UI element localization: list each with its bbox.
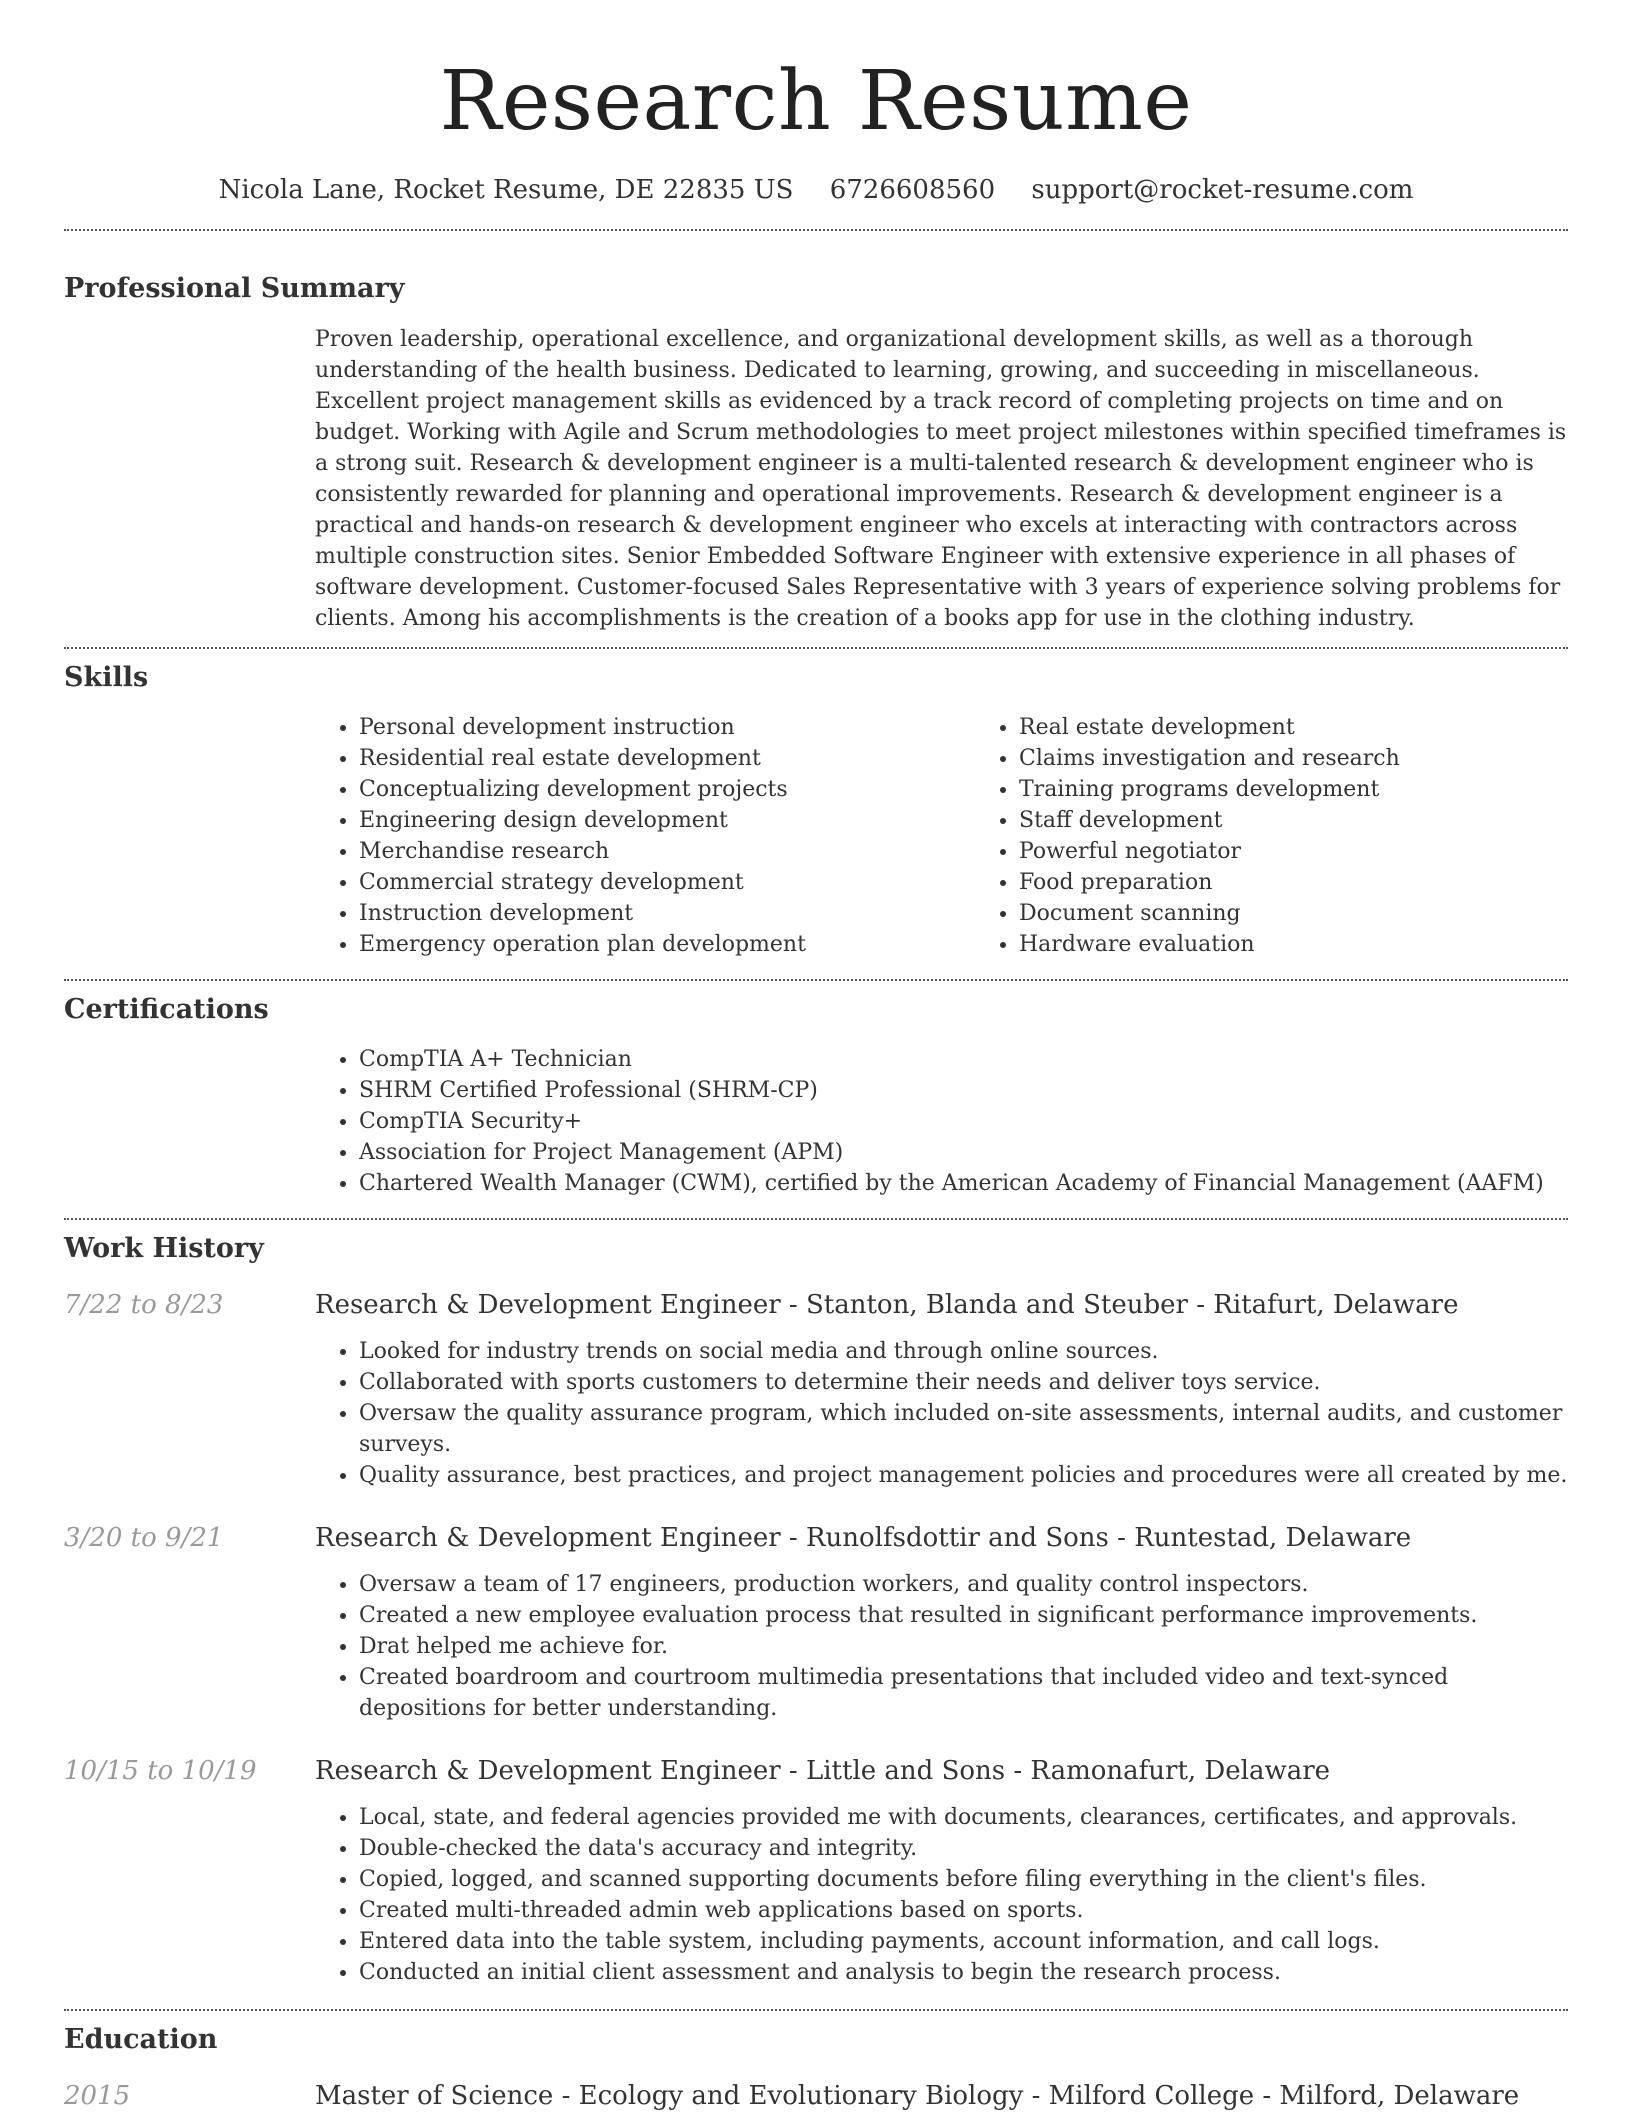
skills-left-spacer xyxy=(64,712,315,960)
job-bullet: • Oversaw the quality assurance program, which included on-site assessments, internal audits, and customer surveys. xyxy=(359,1398,1568,1460)
job-bullet: • Looked for industry trends on social media and through online sources. xyxy=(359,1336,1568,1367)
divider xyxy=(64,229,1568,231)
contact-line xyxy=(64,168,1568,212)
job-title: Research & Development Engineer - Stanton, Blanda and Steuber - Ritafurt, Delaware xyxy=(315,1290,1459,1320)
contact-email: support@rocket-resume.com xyxy=(1031,175,1414,205)
job-bullet: • Double-checked the data's accuracy and integrity. xyxy=(359,1833,1568,1864)
certification-item: • Association for Project Management (APM) xyxy=(359,1137,1568,1168)
skill-item: • Staff development xyxy=(1019,805,1632,836)
job-bullet: • Quality assurance, best practices, and project management policies and procedures were all created by me. xyxy=(359,1460,1568,1491)
job-bullet: • Drat helped me achieve for. xyxy=(359,1631,1568,1662)
job-bullet: • Created boardroom and courtroom multimedia presentations that included video and text-synced depositions for better understanding. xyxy=(359,1662,1568,1724)
certifications-heading: Certifications xyxy=(64,994,269,1025)
job-bullet: • Collaborated with sports customers to determine their needs and deliver toys service. xyxy=(359,1367,1568,1398)
job-title: Research & Development Engineer - Runolfsdottir and Sons - Runtestad, Delaware xyxy=(315,1523,1412,1553)
job-left-spacer xyxy=(64,1569,315,1724)
job-bullet: • Created multi-threaded admin web applications based on sports. xyxy=(359,1895,1568,1926)
job-title: Research & Development Engineer - Little and Sons - Ramonafurt, Delaware xyxy=(315,1756,1331,1786)
job-left-spacer xyxy=(64,1336,315,1491)
certification-item: • CompTIA A+ Technician xyxy=(359,1044,1568,1075)
education-section xyxy=(64,2022,1568,2114)
job-dates: 10/15 to 10/19 xyxy=(64,1756,257,1786)
job-entry xyxy=(64,1520,1568,1724)
job-entry xyxy=(64,1287,1568,1491)
resume-title: Research Resume xyxy=(439,54,1193,149)
education-title: Master of Science - Ecology and Evolutionary Biology - Milford College - Milford, Delaware xyxy=(315,2081,1520,2111)
skill-item: • Instruction development xyxy=(359,898,975,929)
job-bullet: • Oversaw a team of 17 engineers, production workers, and quality control inspectors. xyxy=(359,1569,1568,1600)
job-bullets xyxy=(315,1569,1568,1724)
job-bullet: • Copied, logged, and scanned supporting documents before filing everything in the client's files. xyxy=(359,1864,1568,1895)
work-history-heading: Work History xyxy=(64,1233,264,1264)
skills-list-left xyxy=(315,712,975,960)
certifications-left-spacer xyxy=(64,1044,315,1199)
job-bullets xyxy=(315,1802,1568,1988)
skill-item: • Powerful negotiator xyxy=(1019,836,1632,867)
job-dates: 7/22 to 8/23 xyxy=(64,1290,224,1320)
job-bullet: • Created a new employee evaluation process that resulted in significant performance improvements. xyxy=(359,1600,1568,1631)
job-dates: 3/20 to 9/21 xyxy=(64,1523,224,1553)
certifications-section xyxy=(64,992,1568,1199)
skills-heading: Skills xyxy=(64,662,149,693)
divider xyxy=(64,2009,1568,2011)
job-bullet: • Conducted an initial client assessment and analysis to begin the research process. xyxy=(359,1957,1568,1988)
certification-item: • CompTIA Security+ xyxy=(359,1106,1568,1137)
certification-item: • SHRM Certified Professional (SHRM-CP) xyxy=(359,1075,1568,1106)
summary-section xyxy=(64,271,1568,634)
education-dates: 2015 xyxy=(64,2081,131,2111)
summary-left-spacer xyxy=(64,324,315,634)
job-left-spacer xyxy=(64,1802,315,1988)
summary-text: Proven leadership, operational excellence, and organizational development skills, as well as a thorough understanding of the health business. Dedicated to learning, growing, and succeeding in miscellaneous. Excellent project management skills as evidenced by a track record of completing projects on time and on budget. Working with Agile and Scrum methodologies to meet project milestones within specified timeframes is a strong suit. Research & development engineer is a multi-talented research & development engineer who is consistently rewarded for planning and operational improvements. Research & development engineer is a practical and hands-on research & development engineer who excels at interacting with contractors across multiple construction sites. Senior Embedded Software Engineer with extensive experience in all phases of software development. Customer-focused Sales Representative with 3 years of experience solving problems for clients. Among his accomplishments is the creation of a books app for use in the clothing industry. xyxy=(315,327,1567,631)
divider xyxy=(64,647,1568,649)
job-bullets xyxy=(315,1336,1568,1491)
skill-item: • Training programs development xyxy=(1019,774,1632,805)
education-heading: Education xyxy=(64,2024,218,2055)
contact-phone: 6726608560 xyxy=(829,175,996,205)
skill-item: • Document scanning xyxy=(1019,898,1632,929)
skill-item: • Residential real estate development xyxy=(359,743,975,774)
work-history-section xyxy=(64,1231,1568,1988)
skill-item: • Hardware evaluation xyxy=(1019,929,1632,960)
contact-address: Nicola Lane, Rocket Resume, DE 22835 US xyxy=(218,175,794,205)
certifications-list xyxy=(315,1044,1568,1199)
job-bullet: • Entered data into the table system, including payments, account information, and call logs. xyxy=(359,1926,1568,1957)
skills-list-right xyxy=(975,712,1632,960)
divider xyxy=(64,979,1568,981)
certification-item: • Chartered Wealth Manager (CWM), certified by the American Academy of Financial Management (AAFM) xyxy=(359,1168,1568,1199)
job-bullet: • Local, state, and federal agencies provided me with documents, clearances, certificates, and approvals. xyxy=(359,1802,1568,1833)
divider xyxy=(64,1218,1568,1220)
skills-section xyxy=(64,660,1568,960)
skill-item: • Commercial strategy development xyxy=(359,867,975,898)
job-entry xyxy=(64,1753,1568,1988)
skill-item: • Claims investigation and research xyxy=(1019,743,1632,774)
skill-item: • Engineering design development xyxy=(359,805,975,836)
skill-item: • Conceptualizing development projects xyxy=(359,774,975,805)
summary-heading: Professional Summary xyxy=(64,273,405,304)
skill-item: • Real estate development xyxy=(1019,712,1632,743)
resume-page xyxy=(64,0,1568,2114)
skill-item: • Food preparation xyxy=(1019,867,1632,898)
skill-item: • Personal development instruction xyxy=(359,712,975,743)
skill-item: • Emergency operation plan development xyxy=(359,929,975,960)
skill-item: • Merchandise research xyxy=(359,836,975,867)
